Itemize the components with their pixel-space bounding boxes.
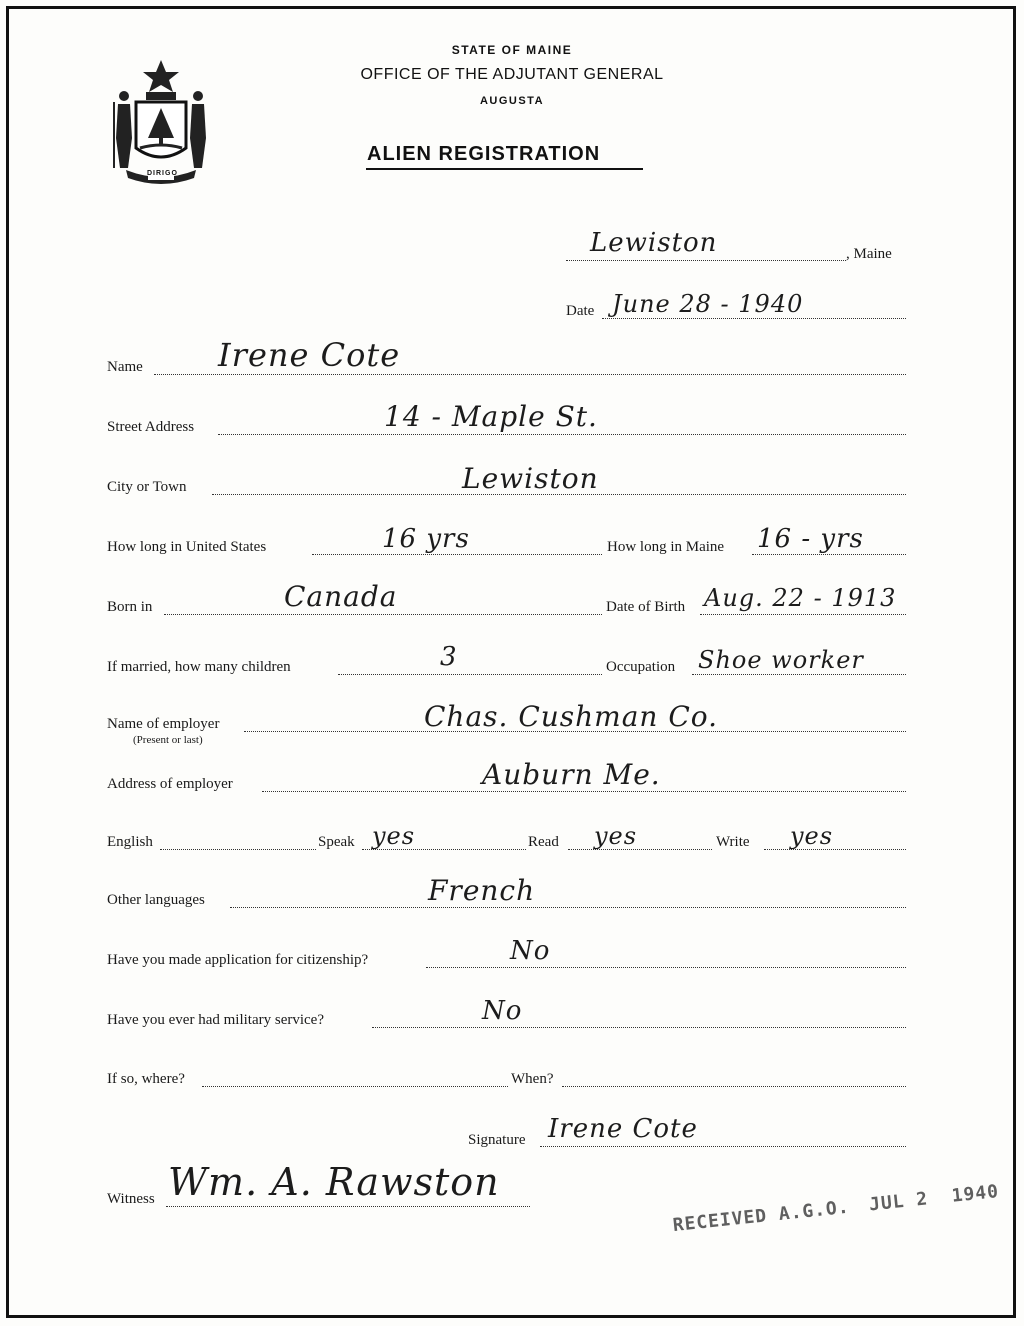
born-in-line — [164, 614, 602, 615]
date-value: June 28 - 1940 — [612, 290, 804, 318]
children-value: 3 — [440, 642, 458, 672]
write-value: yes — [790, 822, 834, 850]
born-in-label: Born in — [107, 599, 153, 615]
read-line — [568, 849, 712, 850]
citizenship-value: No — [510, 936, 551, 966]
speak-label: Speak — [318, 834, 355, 850]
military-value: No — [482, 996, 523, 1026]
street-address-label: Street Address — [107, 419, 195, 435]
name-label: Name — [107, 359, 143, 375]
street-address-value: 14 - Maple St. — [384, 400, 598, 433]
read-value: yes — [594, 822, 638, 850]
how-long-maine-line — [752, 554, 906, 555]
witness-line — [166, 1206, 530, 1207]
employer-label: Name of employer — [107, 716, 220, 732]
occupation-label: Occupation — [606, 659, 676, 675]
title-underline — [366, 168, 643, 170]
citizenship-label: Have you made application for citizenship? — [107, 952, 369, 968]
seal-motto: DIRIGO — [147, 170, 178, 177]
how-long-us-value: 16 yrs — [382, 524, 470, 554]
town-value: Lewiston — [590, 228, 718, 258]
children-label: If married, how many children — [107, 659, 291, 675]
city-value: Lewiston — [462, 462, 599, 495]
town-line — [566, 260, 846, 261]
other-languages-line — [230, 907, 906, 908]
when-line — [562, 1086, 906, 1087]
how-long-us-label: How long in United States — [107, 539, 267, 555]
where-line — [202, 1086, 508, 1087]
header-city: AUGUSTA — [479, 95, 545, 107]
born-in-value: Canada — [284, 580, 398, 613]
employer-address-label: Address of employer — [107, 776, 233, 792]
header-office: OFFICE OF THE ADJUTANT GENERAL — [360, 66, 664, 83]
stamp-received: RECEIVED A.G.O. — [671, 1196, 851, 1237]
name-value: Irene Cote — [218, 336, 401, 374]
header-state: STATE OF MAINE — [451, 43, 573, 57]
street-address-line — [218, 434, 906, 435]
how-long-us-line — [312, 554, 602, 555]
signature-line — [540, 1146, 906, 1147]
employer-value: Chas. Cushman Co. — [424, 700, 719, 733]
applicant-signature: Irene Cote — [548, 1114, 698, 1144]
employer-address-value: Auburn Me. — [482, 758, 661, 791]
maine-label: , Maine — [846, 246, 892, 262]
how-long-maine-label: How long in Maine — [607, 539, 725, 555]
military-line — [372, 1027, 906, 1028]
when-label: When? — [511, 1071, 554, 1087]
name-line — [154, 374, 906, 375]
where-label: If so, where? — [107, 1071, 185, 1087]
write-line — [764, 849, 906, 850]
occupation-value: Shoe worker — [698, 646, 864, 674]
date-label: Date — [566, 303, 595, 319]
signature-label: Signature — [468, 1132, 526, 1148]
english-label: English — [107, 834, 153, 850]
witness-signature: Wm. A. Rawston — [168, 1160, 500, 1204]
read-label: Read — [528, 834, 559, 850]
children-line — [338, 674, 602, 675]
employer-address-line — [262, 791, 906, 792]
military-label: Have you ever had military service? — [107, 1012, 324, 1028]
english-line — [160, 849, 316, 850]
stamp-date: JUL 2 — [868, 1188, 930, 1216]
citizenship-line — [426, 967, 906, 968]
employer-note: (Present or last) — [133, 734, 203, 746]
witness-label: Witness — [107, 1191, 155, 1207]
other-languages-value: French — [428, 874, 536, 907]
date-of-birth-value: Aug. 22 - 1913 — [704, 584, 897, 612]
other-languages-label: Other languages — [107, 892, 205, 908]
write-label: Write — [716, 834, 750, 850]
date-of-birth-line — [700, 614, 906, 615]
occupation-line — [692, 674, 906, 675]
date-of-birth-label: Date of Birth — [606, 599, 686, 615]
date-line — [602, 318, 906, 319]
speak-value: yes — [372, 822, 416, 850]
form-title: ALIEN REGISTRATION — [367, 143, 601, 165]
how-long-maine-value: 16 - yrs — [757, 524, 864, 554]
city-label: City or Town — [107, 479, 187, 495]
stamp-year: 1940 — [950, 1180, 1000, 1207]
